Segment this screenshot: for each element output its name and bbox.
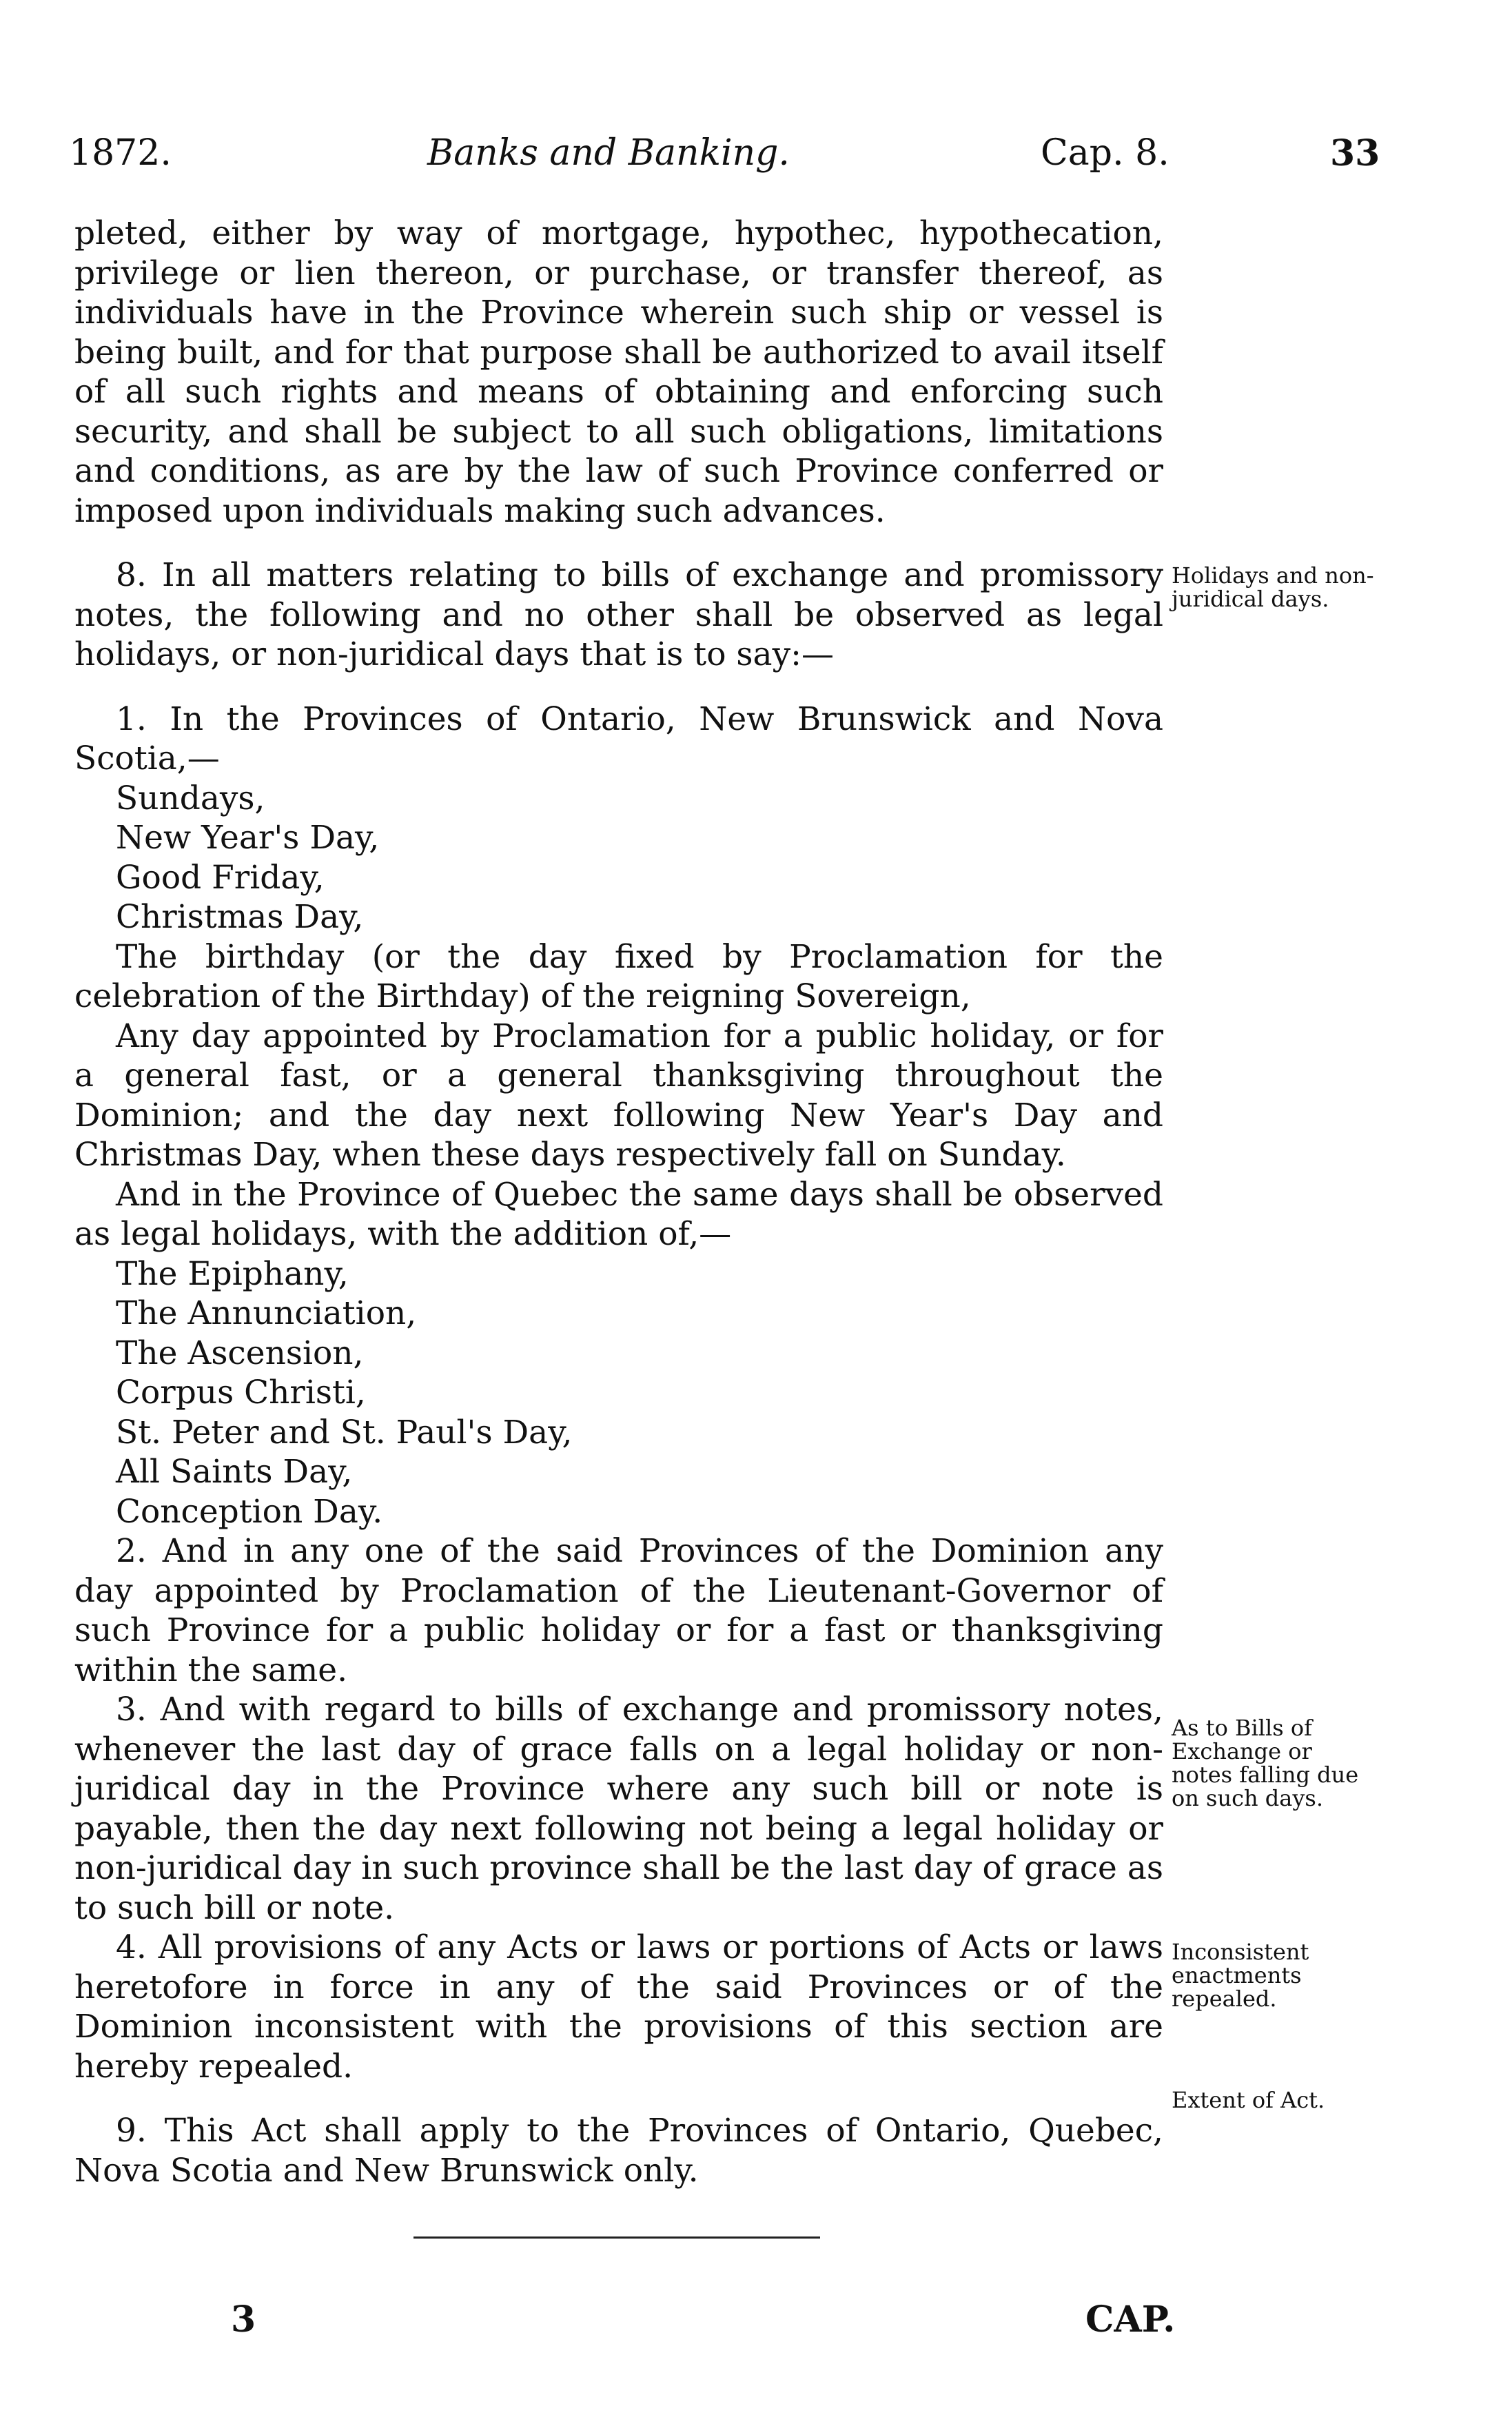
holiday-item: Christmas Day, [116, 898, 364, 936]
page-number: 33 [1330, 132, 1380, 174]
quebec-holiday-item: Conception Day. [116, 1492, 383, 1531]
subsection-1: 1. In the Provinces of Ontario, New Brunswick and Nova Scotia,— [74, 700, 1163, 777]
subsection-2: 2. And in any one of the said Provinces of the Dominion any day appointed by Proclamation of the Lieutenant-Governor of such Province for a public holiday or for a fast or thanksgiving within the same. [74, 1532, 1163, 1689]
marginal-note-extent: Extent of Act. [1172, 2087, 1325, 2113]
header-title: Banks and Banking. [427, 132, 790, 174]
quebec-holiday-item: The Ascension, [116, 1334, 364, 1372]
marginal-note-holidays: Holidays and non-juridical days. [1172, 562, 1374, 612]
header-year: 1872. [69, 132, 172, 174]
marginal-note-bills: As to Bills of Exchange or notes falling due on such days. [1172, 1715, 1359, 1811]
quebec-holiday-item: Corpus Christi, [116, 1374, 366, 1412]
holiday-item: Sundays, [116, 779, 265, 817]
section-8: 8. In all matters relating to bills of exchange and promissory notes, the following and no other shall be observed as legal holidays, or non-juridical days that is to say:— [74, 556, 1163, 673]
quebec-holiday-item: The Annunciation, [116, 1294, 417, 1332]
holiday-item: Good Friday, [116, 858, 325, 897]
end-rule [413, 2236, 820, 2239]
holiday-item: New Year's Day, [116, 819, 380, 857]
quebec-holiday-item: The Epiphany, [116, 1254, 349, 1293]
signature-mark: 3 [231, 2299, 256, 2341]
marginal-note-repealed: Inconsistent enactments repealed. [1172, 1939, 1309, 2012]
quebec-holiday-item: St. Peter and St. Paul's Day, [116, 1413, 573, 1451]
section-9: 9. This Act shall apply to the Provinces of Ontario, Quebec, Nova Scotia and New Brunswick only. [74, 2112, 1163, 2190]
running-header [69, 132, 1380, 187]
catchword: CAP. [1085, 2299, 1176, 2341]
quebec-paragraph: And in the Province of Quebec the same days shall be observed as legal holidays, with the addition of,— [74, 1175, 1163, 1253]
quebec-holiday-item: All Saints Day, [116, 1453, 353, 1491]
subsection-4: 4. All provisions of any Acts or laws or portions of Acts or laws heretofore in force in any of the said Provinces or of the Dominion inconsistent with the provisions of this section are hereby repealed. [74, 1928, 1163, 2086]
body-text [74, 214, 1163, 2190]
holiday-item: Any day appointed by Proclamation for a public holiday, or for a general fast, or a general thanksgiving throughout the Dominion; and the day next following New Year's Day and Christmas Day, when these days respectively fall on Sunday. [74, 1017, 1163, 1174]
holiday-item: The birthday (or the day fixed by Proclamation for the celebration of the Birthday) of the reigning Sovereign, [74, 937, 1163, 1015]
subsection-3: 3. And with regard to bills of exchange and promissory notes, whenever the last day of grace falls on a legal holiday or non-juridical day in the Province where any such bill or note is payable, then the day next following not being a legal holiday or non-juridical day in such province shall be the last day of grace as to such bill or note. [74, 1691, 1163, 1927]
continued-paragraph: pleted, either by way of mortgage, hypothec, hypothecation, privilege or lien thereon, or purchase, or transfer thereof, as individuals have in the Province wherein such ship or vessel is being built, and for that purpose shall be authorized to avail itself of all such rights and means of obtaining and enforcing such security, and shall be subject to all such obligations, limitations and conditions, as are by the law of such Province conferred or imposed upon individuals making such advances. [74, 214, 1163, 530]
header-chapter: Cap. 8. [1041, 132, 1169, 174]
